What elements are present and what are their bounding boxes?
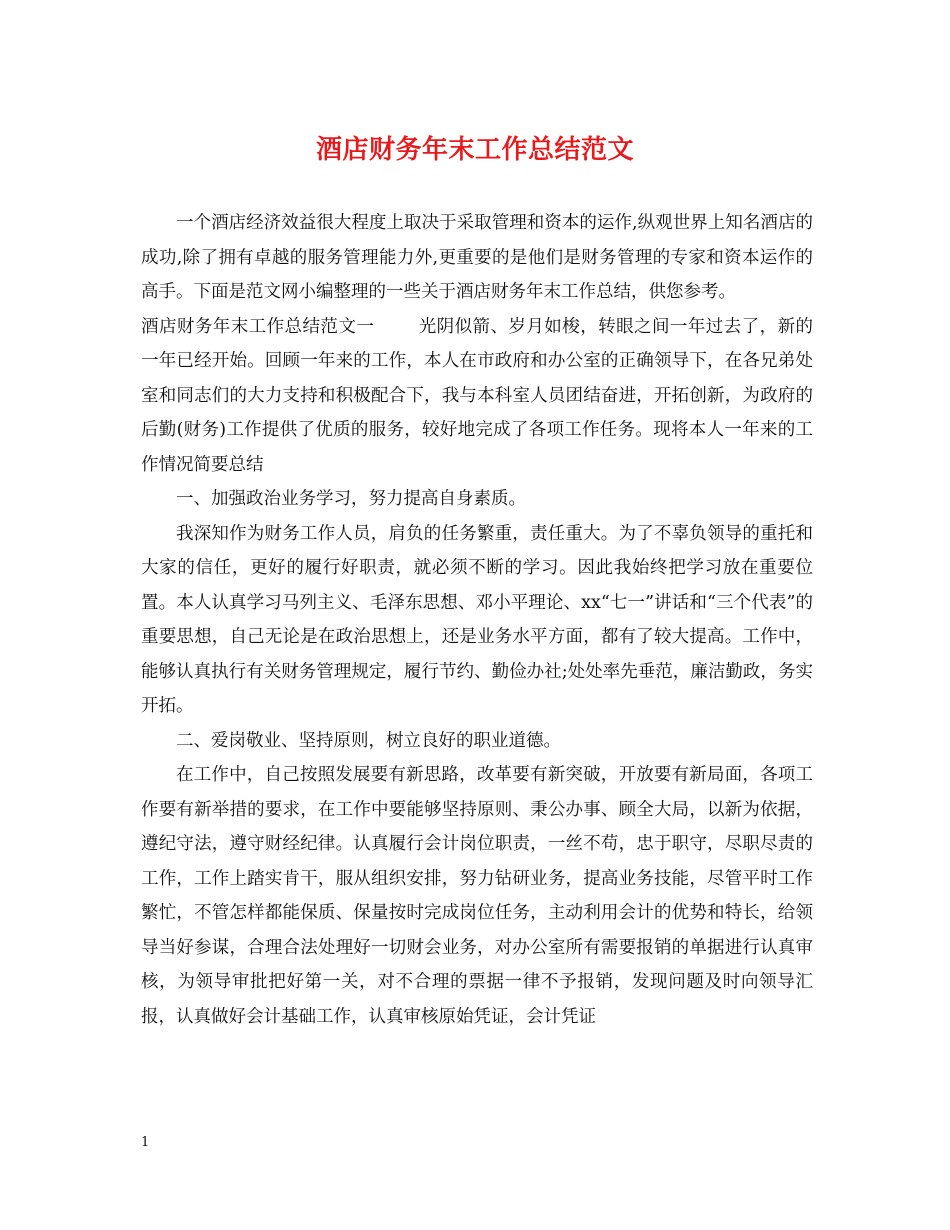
document-body	[141, 206, 813, 1034]
point-1-body: 我深知作为财务工作人员，肩负的任务繁重，责任重大。为了不辜负领导的重托和大家的信任，更好的履行好职责，就必须不断的学习。因此我始终把学习放在重要位置。本人认真学习马列主义、毛泽东思想、邓小平理论、xx“七一”讲话和“三个代表”的重要思想，自己无论是在政治思想上，还是业务水平方面，都有了较大提高。工作中，能够认真执行有关财务管理规定，履行节约、勤俭办社;处处率先垂范，廉洁勤政，务实开拓。	[141, 523, 813, 716]
intro-paragraph: 一个酒店经济效益很大程度上取决于采取管理和资本的运作,纵观世界上知名酒店的成功,除了拥有卓越的服务管理能力外,更重要的是他们是财务管理的专家和资本运作的高手。下面是范文网小编整理的一些关于酒店财务年末工作总结，供您参考。	[141, 213, 813, 302]
document-title: 酒店财务年末工作总结范文	[315, 135, 634, 165]
section-paragraph	[141, 310, 813, 483]
point-2-heading: 二、爱岗敬业、坚持原则，树立良好的职业道德。	[176, 730, 561, 751]
section-heading: 酒店财务年末工作总结范文一	[141, 316, 375, 337]
point-1-heading: 一、加强政治业务学习，努力提高自身素质。	[176, 489, 526, 509]
page-number: 1	[141, 1135, 150, 1150]
point-2-body: 在工作中，自己按照发展要有新思路，改革要有新突破，开放要有新局面，各项工作要有新举措的要求，在工作中要能够坚持原则、秉公办事、顾全大局，以新为依据，遵纪守法，遵守财经纪律。认真履行会计岗位职责，一丝不苟，忠于职守，尽职尽责的工作，工作上踏实肯干，服从组织安排，努力钻研业务，提高业务技能，尽管平时工作繁忙，不管怎样都能保质、保量按时完成岗位任务，主动利用会计的优势和特长，给领导当好参谋，合理合法处理好一切财会业务，对办公室所有需要报销的单据进行认真审核，为领导审批把好第一关，对不合理的票据一律不予报销，发现问题及时向领导汇报，认真做好会计基础工作，认真审核原始凭证，会计凭证	[141, 765, 813, 1027]
section-opening: 光阴似箭、岁月如梭，转眼之间一年过去了，新的一年已经开始。回顾一年来的工作，本人在市政府和办公室的正确领导下，在各兄弟处室和同志们的大力支持和积极配合下，我与本科室人员团结奋进，开拓创新，为政府的后勤(财务)工作提供了优质的服务，较好地完成了各项工作任务。现将本人一年来的工作情况简要总结	[141, 316, 814, 475]
